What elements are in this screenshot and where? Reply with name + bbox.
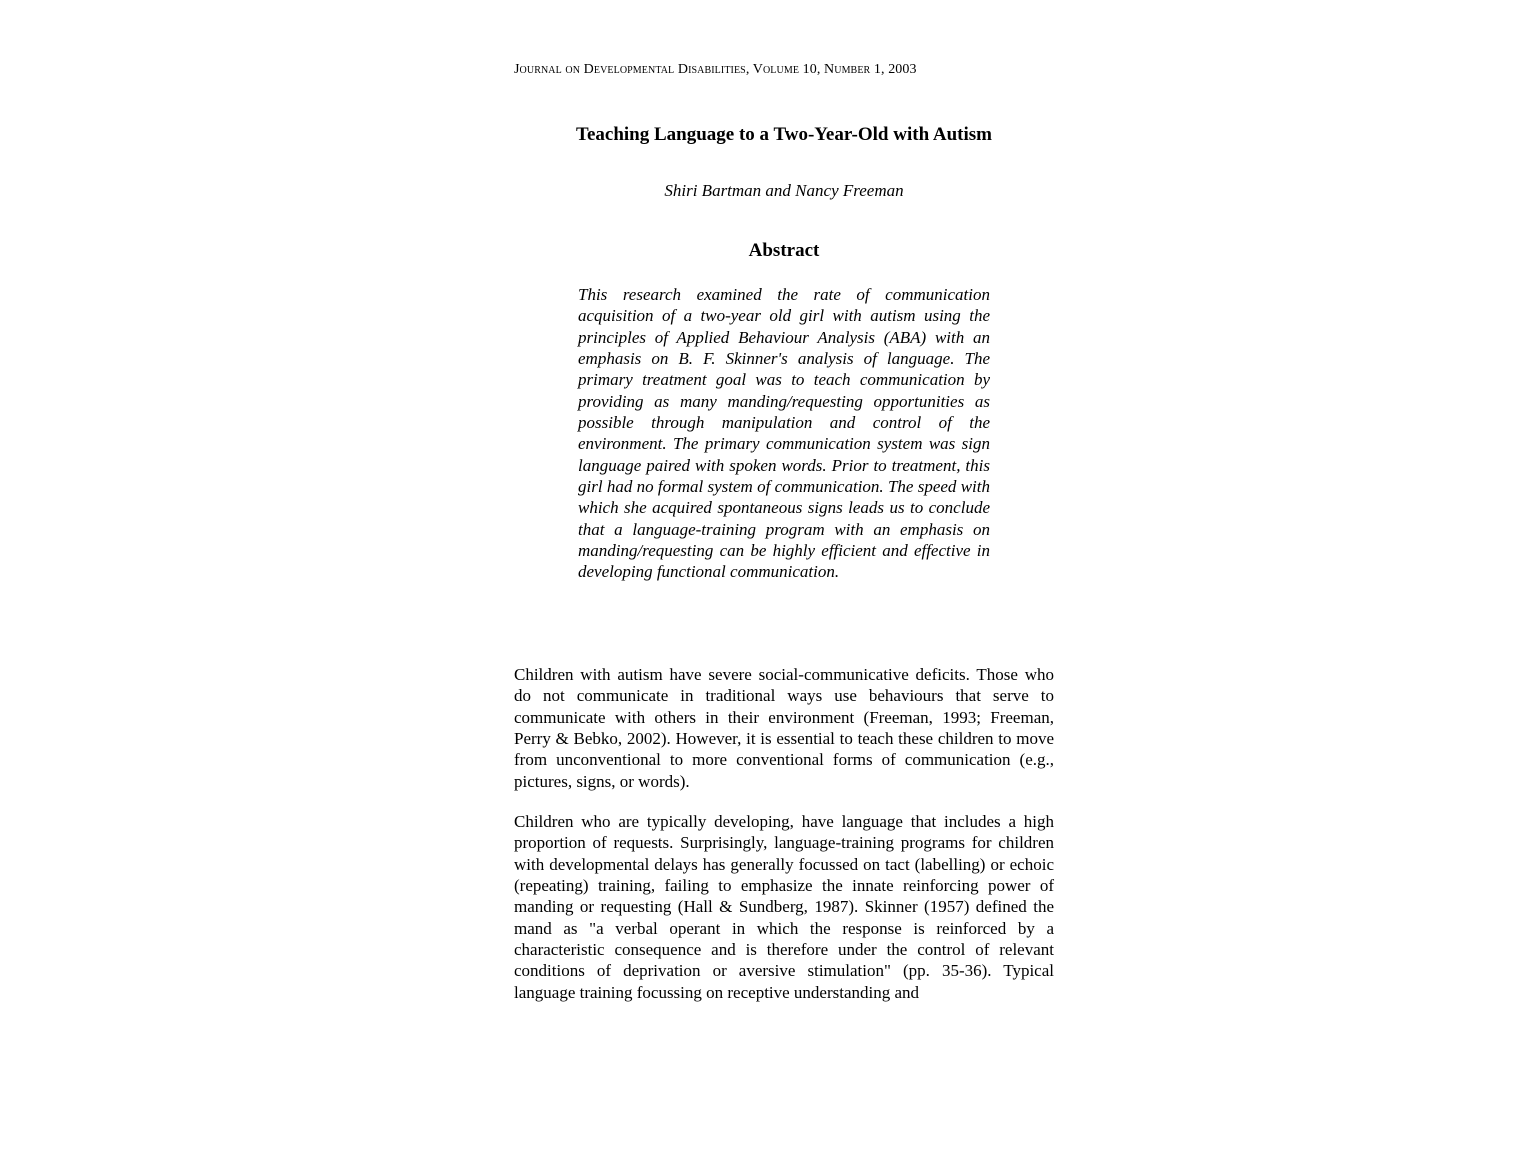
body-paragraph-2: Children who are typically developing, have language that includes a high proportion of requests. Surprisingly, language-training programs for children with developmental delays has generally focussed on tact (labelling) or echoic (repeating) training, failing to emphasize the innate reinforcing power of manding or requesting (Hall & Sundberg, 1987). Skinner (1957) defined the mand as "a verbal operant in which the response is reinforced by a characteristic consequence and is therefore under the control of relevant conditions of deprivation or aversive stimulation" (pp. 35-36). Typical language training focussing on receptive understanding and (514, 812, 1054, 1002)
body-paragraph-1: Children with autism have severe social-communicative deficits. Those who do not communicate in traditional ways use behaviours that serve to communicate with others in their environment (Freeman, 1993; Freeman, Perry & Bebko, 2002). However, it is essential to teach these children to move from unconventional to more conventional forms of communication (e.g., pictures, signs, or words). (514, 665, 1054, 791)
article-authors: Shiri Bartman and Nancy Freeman (664, 181, 904, 200)
running-head: Journal on Developmental Disabilities, Volume 10, Number 1, 2003 (514, 62, 917, 77)
article-title: Teaching Language to a Two-Year-Old with Autism (576, 124, 992, 145)
abstract-text: This research examined the rate of communication acquisition of a two-year old girl with autism using the principles of Applied Behaviour Analysis (ABA) with an emphasis on B. F. Skinner's analysis of language. The primary treatment goal was to teach communication by providing as many manding/requesting opportunities as possible through manipulation and control of the environment. The primary communication system was sign language paired with spoken words. Prior to treatment, this girl had no formal system of communication. The speed with which she acquired spontaneous signs leads us to conclude that a language-training program with an emphasis on manding/requesting can be highly efficient and effective in developing functional communication. (578, 285, 990, 582)
abstract-heading: Abstract (748, 240, 820, 261)
